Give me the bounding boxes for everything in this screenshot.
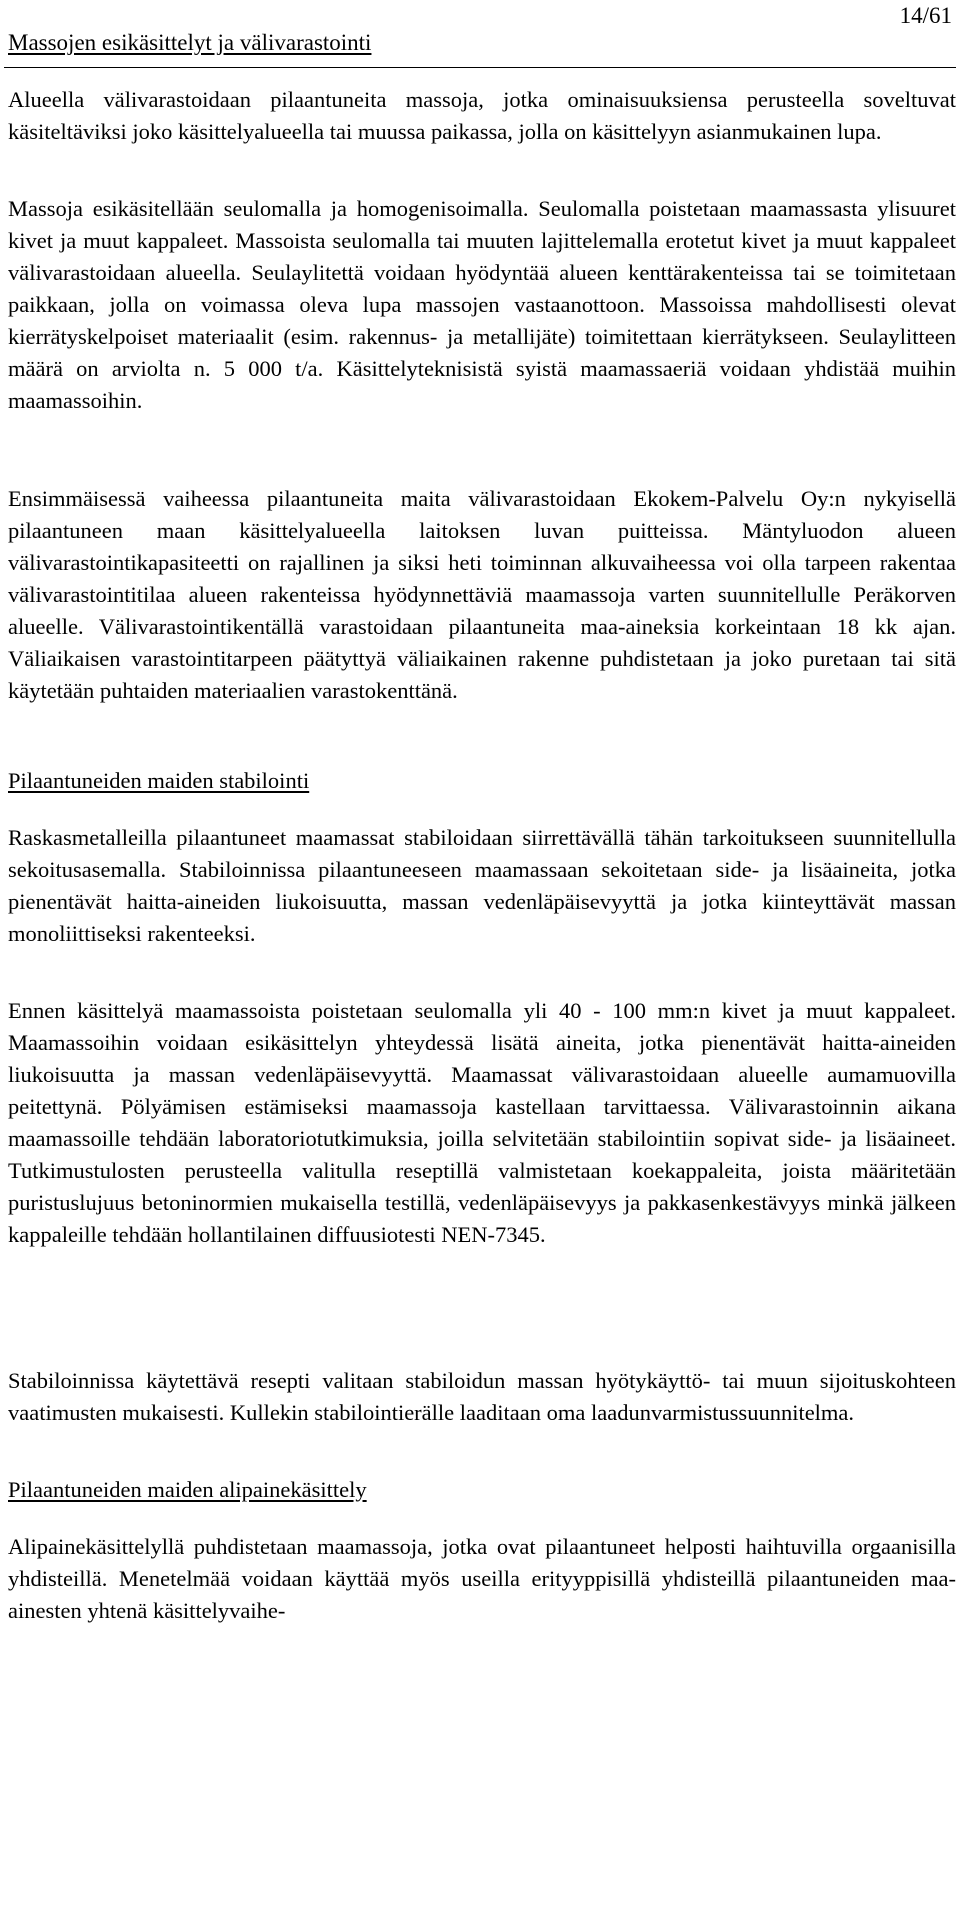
paragraph-storage: Ensimmäisessä vaiheessa pilaantuneita maita välivarastoidaan Ekokem-Palvelu Oy:n nykyisellä pilaantuneen maan käsittelyalueella laitoksen luvan puitteissa. Mäntyluodon alueen välivarastointikapasiteetti on rajallinen ja siksi heti toiminnan alkuvaiheessa voi olla tarpeen rakentaa välivarastointitilaa alueen rakenteissa hyödynnettäviä maamassoja varten suunnitellulle Peräkorven alueelle. Välivarastointikentällä varastoidaan pilaantuneita maa-aineksia korkeintaan 18 kk ajan. Väliaikaisen varastointitarpeen päätyttyä väliaikainen rakenne puhdistetaan ja joko puretaan tai sitä käytetään puhtaiden materiaalien varastokenttänä. [8,486,956,703]
paragraph-pretreatment: Massoja esikäsitellään seulomalla ja homogenisoimalla. Seulomalla poistetaan maamassasta ylisuuret kivet ja muut kappaleet. Massoista seulomalla tai muuten lajittelemalla erotetut kivet ja muut kappaleet välivarastoidaan alueella. Seulaylitettä voidaan hyödyntää alueen kenttärakenteissa tai se toimitetaan paikkaan, jolla on voimassa oleva lupa massojen vastaanottoon. Massoissa mahdollisesti olevat kierrätyskelpoiset materiaalit (esim. rakennus- ja metallijäte) toimitettaan kierrätykseen. Seulaylitteen määrä on arviolta n. 5 000 t/a. Käsittelyteknisistä syistä maamassaeriä voidaan yhdistää muihin maamassoihin. [8,196,956,413]
section-header-title: Massojen esikäsittelyt ja välivarastointi [8,30,372,55]
paragraph-vacuum-treatment: Alipainekäsittelyllä puhdistetaan maamassoja, jotka ovat pilaantuneet helposti haihtuvilla orgaanisilla yhdisteillä. Menetelmää voidaan käyttää myös useilla erityyppisillä yhdisteillä pilaantuneiden maa-ainesten yhtenä käsittelyvaihe- [8,1534,956,1623]
heading-vacuum-treatment: Pilaantuneiden maiden alipainekäsittely [8,1477,367,1502]
paragraph-intro: Alueella välivarastoidaan pilaantuneita massoja, jotka ominaisuuksiensa perusteella soveltuvat käsiteltäviksi joko käsittelyalueella tai muussa paikassa, jolla on käsittelyyn asianmukainen lupa. [8,87,956,144]
header-divider [4,67,956,68]
heading-stabilization: Pilaantuneiden maiden stabilointi [8,768,310,793]
page-number: 14/61 [899,3,952,28]
paragraph-stabilization-1: Raskasmetalleilla pilaantuneet maamassat stabiloidaan siirrettävällä tähän tarkoitukseen suunnitellulla sekoitusasemalla. Stabiloinnissa pilaantuneeseen maamassaan sekoitetaan side- ja lisäaineita, jotka pienentävät haitta-aineiden liukoisuutta, massan vedenläpäisevyyttä ja jotka kiinteyttävät massan monoliittiseksi rakenteeksi. [8,825,956,946]
paragraph-stabilization-2: Ennen käsittelyä maamassoista poistetaan seulomalla yli 40 - 100 mm:n kivet ja muut kappaleet. Maamassoihin voidaan esikäsittelyn yhteydessä lisätä aineita, jotka pienentävät haitta-aineiden liukoisuutta ja massan vedenläpäisevyyttä. Maamassat välivarastoidaan alueelle aumamuovilla peitettynä. Pölyämisen estämiseksi maamassoja kastellaan tarvittaessa. Välivarastoinnin aikana maamassoille tehdään laboratoriotutkimuksia, joilla selvitetään stabilointiin sopivat side- ja lisäaineet. Tutkimustulosten perusteella valitulla reseptillä valmistetaan koekappaleita, joista määritetään puristuslujuus betoninormien mukaisella testillä, vedenläpäisevyys ja pakkasenkestävyys minkä jälkeen kappaleille tehdään hollantilainen diffuusiotesti NEN-7345. [8,998,956,1247]
paragraph-stabilization-3: Stabiloinnissa käytettävä resepti valitaan stabiloidun massan hyötykäyttö- tai muun sijoituskohteen vaatimusten mukaisesti. Kullekin stabilointierälle laaditaan oma laadunvarmistussuunnitelma. [8,1368,956,1425]
